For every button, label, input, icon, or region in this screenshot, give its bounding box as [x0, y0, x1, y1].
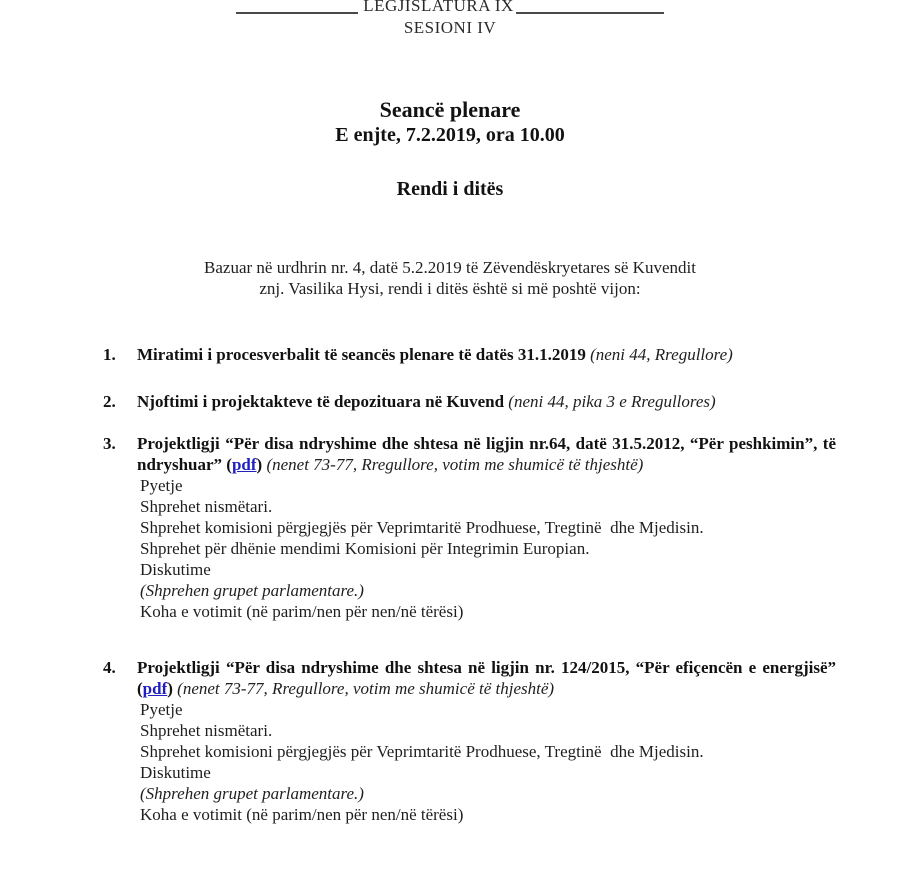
item-bold-text: Miratimi i procesverbalit të seancës plenare të datës 31.1.2019	[137, 345, 586, 364]
pdf-link[interactable]: pdf	[231, 455, 257, 474]
agenda-item-1	[103, 344, 836, 365]
sub-line-komisioni: Shprehet komisioni përgjegjës për Veprimtaritë Prodhuese, Tregtinë dhe Mjedisin.	[140, 518, 704, 537]
item-number: 2.	[103, 392, 116, 411]
item-number: 3.	[103, 434, 116, 453]
item-text	[137, 657, 836, 699]
item-text	[137, 344, 836, 365]
intro-line-1: Bazuar në urdhrin nr. 4, datë 5.2.2019 të Zëvendëskryetares së Kuvendit	[204, 258, 696, 277]
item-text	[137, 433, 836, 475]
item-body	[137, 657, 836, 825]
agenda-item-2	[103, 391, 836, 412]
intro-paragraph	[0, 257, 900, 299]
item-sub-lines	[137, 475, 836, 622]
item-text	[137, 391, 836, 412]
sub-line-pyetje: Pyetje	[140, 700, 183, 719]
legislature-heading	[0, 0, 900, 17]
sub-line-diskutime: Diskutime	[140, 763, 211, 782]
agenda-item-3	[103, 433, 836, 622]
item-body	[137, 344, 836, 365]
item-number: 4.	[103, 658, 116, 677]
sub-line-pyetje: Pyetje	[140, 476, 183, 495]
item-bold-text-close: )	[256, 455, 263, 474]
sub-line-diskutime: Diskutime	[140, 560, 211, 579]
title-block	[0, 97, 900, 201]
item-body	[137, 433, 836, 622]
underscore-rule-left	[236, 0, 358, 14]
sub-line-grupet: (Shprehen grupet parlamentare.)	[140, 581, 364, 600]
item-note: (nenet 73-77, Rregullore, votim me shumicë të thjeshtë)	[177, 679, 555, 698]
legislature-label: LEGJISLATURA IX	[363, 0, 514, 15]
pdf-link[interactable]: pdf	[142, 679, 168, 698]
session-label: SESIONI IV	[403, 18, 497, 37]
item-bold-text: Projektligji “Për disa ndryshime dhe shtesa në ligjin nr. 124/2015, “Për efiçencën e energjisë” (	[137, 658, 836, 698]
underscore-rule-right	[516, 0, 664, 14]
sub-line-nismetari: Shprehet nismëtari.	[140, 497, 273, 516]
item-body	[137, 391, 836, 412]
sub-line-komisioni: Shprehet komisioni përgjegjës për Veprimtaritë Prodhuese, Tregtinë dhe Mjedisin.	[140, 742, 704, 761]
item-bold-text: Projektligji “Për disa ndryshime dhe shtesa në ligjin nr.64, datë 31.5.2012, “Për peshkimin”, të ndryshuar” (	[137, 434, 836, 474]
agenda-item-4	[103, 657, 836, 825]
sub-line-grupet: (Shprehen grupet parlamentare.)	[140, 784, 364, 803]
item-number: 1.	[103, 345, 116, 364]
item-note: (neni 44, Rregullore)	[590, 345, 733, 364]
agenda-list	[0, 344, 900, 825]
sub-line-votimi: Koha e votimit (në parim/nen për nen/në tërësi)	[140, 602, 464, 621]
document-title: Seancë plenare	[379, 97, 521, 122]
item-note: (nenet 73-77, Rregullore, votim me shumicë të thjeshtë)	[266, 455, 644, 474]
session-datetime: E enjte, 7.2.2019, ora 10.00	[335, 124, 565, 146]
agenda-heading: Rendi i ditës	[396, 178, 504, 200]
sub-line-nismetari: Shprehet nismëtari.	[140, 721, 273, 740]
item-sub-lines	[137, 699, 836, 825]
document-header	[0, 0, 900, 39]
sub-line-votimi: Koha e votimit (në parim/nen për nen/në tërësi)	[140, 805, 464, 824]
item-bold-text-close: )	[167, 679, 173, 698]
intro-line-2: znj. Vasilika Hysi, rendi i ditës është si më poshtë vijon:	[259, 279, 641, 298]
item-note: (neni 44, pika 3 e Rregullores)	[508, 392, 716, 411]
sub-line-mendimi: Shprehet për dhënie mendimi Komisioni për Integrimin Europian.	[140, 539, 590, 558]
item-bold-text: Njoftimi i projektakteve të depozituara në Kuvend	[137, 392, 505, 411]
